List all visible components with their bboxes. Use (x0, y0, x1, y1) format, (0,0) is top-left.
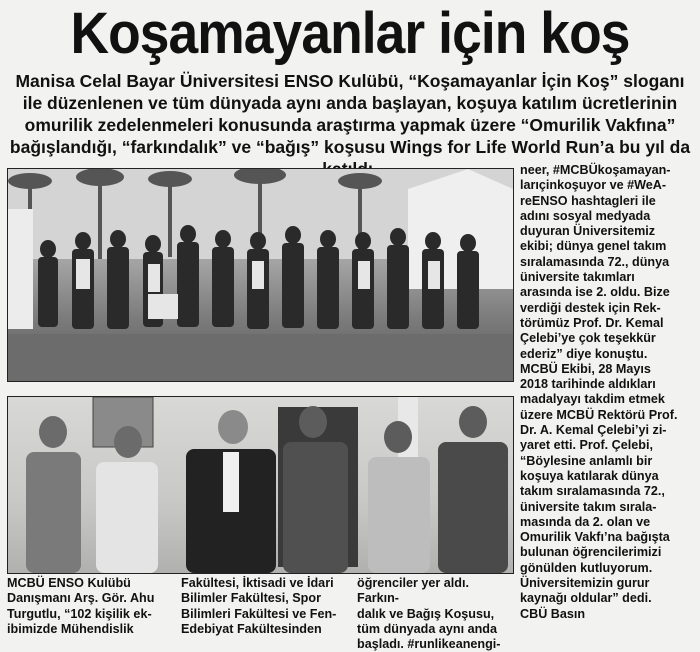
text-line: kaynağı oldular” dedi. (520, 591, 652, 606)
text-line: “Böylesine anlamlı bir (520, 453, 653, 468)
text-line: adını sosyal medyada (520, 208, 651, 223)
text-line: reENSO hashtagleri ile (520, 193, 656, 208)
text-line: Omurilik Vakfı’na bağışta (520, 530, 670, 545)
text-line: MCBÜ Ekibi, 28 Mayıs (520, 361, 651, 376)
text-line: Danışmanı Arş. Gör. Ahu (7, 591, 155, 606)
text-line: başladı. #runlikeanengi- (357, 637, 501, 652)
text-line: Edebiyat Fakültesinden (181, 621, 322, 636)
text-line: yaret etti. Prof. Çelebi, (520, 438, 653, 453)
right-column-text (520, 163, 694, 622)
text-line: takım sıralamasında 72., (520, 484, 665, 499)
group-runners-illustration (8, 169, 513, 381)
text-line: sıralamasında 72., dünya (520, 254, 670, 269)
text-line: üniversite takımları (520, 270, 635, 285)
medal-presentation-photo (7, 396, 514, 574)
text-line: Dr. A. Kemal Çelebi’yi zi- (520, 423, 667, 438)
bottom-column-3 (357, 576, 512, 652)
text-line: üzere MCBÜ Rektörü Prof. (520, 407, 678, 422)
text-line: Çelebi’ye çok teşekkür (520, 331, 656, 346)
text-line: Üniversitemizin gurur (520, 576, 650, 591)
text-line: duyuran Üniversitemiz (520, 224, 656, 239)
text-line: 2018 tarihinde aldıkları (520, 377, 656, 392)
text-line: Bilimleri Fakültesi ve Fen- (181, 606, 337, 621)
text-line: Fakültesi, İktisadi ve İdari (181, 576, 334, 590)
text-line: MCBÜ ENSO Kulübü (7, 576, 131, 590)
text-line: masında da 2. olan ve (520, 514, 651, 529)
text-line: dalık ve Bağış Koşusu, (357, 606, 495, 621)
text-line: ederiz” diye konuştu. (520, 346, 648, 361)
bottom-column-1 (7, 576, 167, 637)
text-line: bulunan öğrencilerimizi (520, 545, 662, 560)
text-line: neer, #MCBÜkoşamayan- (520, 163, 671, 177)
text-line: madalyayı takdim etmek (520, 392, 665, 407)
group-runners-photo (7, 168, 514, 382)
text-line: verdiği destek için Rek- (520, 300, 661, 315)
text-line: tüm dünyada aynı anda (357, 621, 497, 636)
text-line: üniversite takım sırala- (520, 499, 657, 514)
bottom-column-2 (181, 576, 349, 637)
text-line: törümüz Prof. Dr. Kemal (520, 315, 664, 330)
text-line: Bilimler Fakültesi, Spor (181, 591, 321, 606)
text-line: ekibi; dünya genel takım (520, 239, 667, 254)
byline: CBÜ Basın (520, 606, 586, 621)
text-line: koşuya katılarak dünya (520, 468, 659, 483)
text-line: öğrenciler yer aldı. Farkın- (357, 576, 469, 606)
text-line: ibimizde Mühendislik (7, 621, 134, 636)
text-line: Turgutlu, “102 kişilik ek- (7, 606, 152, 621)
headline: Koşamayanlar için koş (70, 1, 630, 66)
text-line: arasında ise 2. oldu. Bize (520, 285, 670, 300)
medal-presentation-illustration (8, 397, 513, 573)
text-line: larıçinkoşuyor ve #WeA- (520, 178, 667, 193)
text-line: gönülden kutluyorum. (520, 560, 653, 575)
lead-paragraph: Manisa Celal Bayar Üniversitesi ENSO Kulübü, “Koşamayanlar İçin Koş” sloganı ile düzenlenen ve tüm dünyada aynı anda başlayan, koşuya katılım ücretlerinin omurilik zedelenmeleri konusunda araştırma yapmak üzere “Omurilik Vakfına” bağışlandığı, “farkındalık” ve “bağış” koşusu Wings for Life World Run’a bu yıl da (9, 71, 691, 157)
